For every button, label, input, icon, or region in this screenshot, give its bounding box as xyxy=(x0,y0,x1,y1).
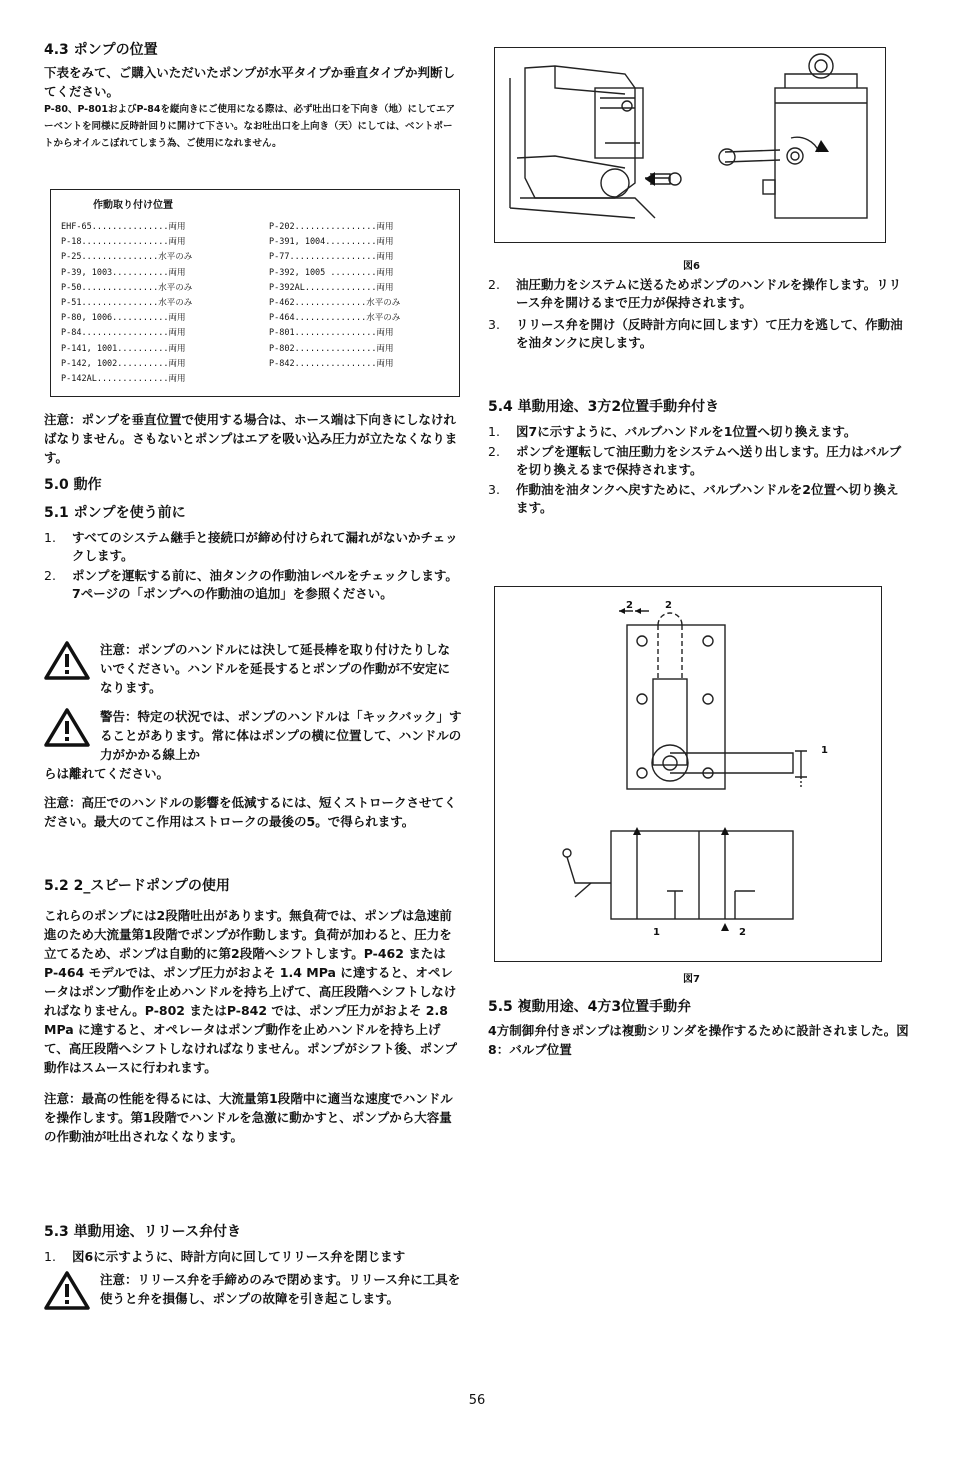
section-4-3-lead: 下表をみて、ご購入いただいたポンプが水平タイプか垂直タイプか判断してください。 xyxy=(44,65,456,99)
list-item: 2. 油圧動力をシステムに送るためポンプのハンドルを操作します。リリース弁を開けるまで圧力が保持されます。 xyxy=(488,277,902,310)
warning-kickback-tail: らは離れてください。 xyxy=(44,766,170,781)
warning-kickback: 警告：特定の状況では、ポンプのハンドルは「キックバック」することがあります。常に体はポンプの横に位置して、ハンドルの力がかかる線上か xyxy=(44,707,462,764)
figure-7 xyxy=(494,586,882,962)
mounting-table-title: 作動取り付け位置 xyxy=(93,200,173,211)
warning-triangle-icon xyxy=(44,640,100,697)
table-row: P-391, 1004..........両用 xyxy=(269,237,394,248)
table-row: P-142AL..............両用 xyxy=(61,374,186,385)
table-row: P-51...............水平のみ xyxy=(61,298,193,309)
section-5-4-heading: 5.4 単動用途、3方2位置手動弁付き xyxy=(488,399,720,415)
table-row: P-80, 1006...........両用 xyxy=(61,313,186,324)
table-row: P-842................両用 xyxy=(269,358,394,369)
figure-7-port-1-label: 1 xyxy=(653,927,660,938)
mounting-table-right-col xyxy=(269,220,400,372)
table-row: P-18.................両用 xyxy=(61,237,186,248)
table-row: P-142, 1002..........両用 xyxy=(61,358,186,369)
section-5-0-heading: 5.0 動作 xyxy=(44,477,102,493)
table-row: P-392, 1005 .........両用 xyxy=(269,267,394,278)
table-row: P-202................両用 xyxy=(269,222,394,232)
caution-handle-extension: 注意：ポンプのハンドルには決して延長棒を取り付けたりしないでください。ハンドルを延長するとポンプの作動が不安定になります。 xyxy=(44,640,462,697)
table-row: P-392AL..............両用 xyxy=(269,282,394,293)
section-5-2-note: 注意：最高の性能を得るには、大流量第1段階中に適当な速度でハンドルを操作します。第1段階でハンドルを急激に動かすと、ポンプから大容量の作動油が吐出されなくなります。 xyxy=(44,1091,453,1144)
section-5-5-heading: 5.5 複動用途、4方3位置手動弁 xyxy=(488,999,692,1015)
figure-7-label-top-2: 2 xyxy=(665,600,672,611)
figure-7-label-side: 1 xyxy=(821,745,828,756)
page-number: 56 xyxy=(468,1393,486,1408)
section-4-3-heading: 4.3 ポンプの位置 xyxy=(44,42,158,58)
table-row: EHF-65...............両用 xyxy=(61,222,186,232)
list-item: 1. すべてのシステム継手と接続口が締め付けられて漏れがないかチェックします。 xyxy=(44,530,458,563)
figure-6-caption: 図6 xyxy=(683,261,700,272)
section-5-3-heading: 5.3 単動用途、リリース弁付き xyxy=(44,1224,241,1240)
section-5-5-body: 4方制御弁付きポンプは複動シリンダを操作するために設計されました。図8：バルブ位置 xyxy=(488,1023,909,1057)
caution-release-valve: 注意：リリース弁を手締めのみで閉めます。リリース弁に工具を使うと弁を損傷し、ポンプの故障を引き起こします。 xyxy=(44,1270,462,1314)
figure-7-label-top: 2 xyxy=(626,600,633,611)
table-row: P-77.................両用 xyxy=(269,252,394,263)
warning-triangle-icon xyxy=(44,1270,100,1314)
table-row: P-462..............水平のみ xyxy=(269,298,401,309)
list-item: 2. ポンプを運転して油圧動力をシステムへ送り出します。圧力はバルブを切り換えるまで保持されます。 xyxy=(488,444,902,477)
table-row: P-801................両用 xyxy=(269,328,394,339)
section-5-2-heading: 5.2 2_スピードポンプの使用 xyxy=(44,878,230,894)
list-item: 1. 図7に示すように、バルブハンドルを1位置へ切り換えます。 xyxy=(488,424,857,439)
table-row: P-25...............水平のみ xyxy=(61,252,193,263)
section-4-3-note: P-80、P-801およびP-84を縦向きにご使用になる際は、必ず吐出口を下向き（地）にしてエアーベントを同様に反時計回りに開けて下さい。なお吐出口を上向き（天）にしては、ベントポートからオイルこぼれてしまう為、ご使用になれません。 xyxy=(44,104,455,149)
note-short-stroke: 注意：高圧でのハンドルの影響を低減するには、短くストロークさせてください。最大のてこ作用はストロークの最後の5。で得られます。 xyxy=(44,795,457,829)
list-item: 3. リリース弁を開け（反時計方向に回します）て圧力を逃して、作動油を油タンクに戻します。 xyxy=(488,317,903,350)
mounting-table xyxy=(50,189,460,397)
table-row: P-802................両用 xyxy=(269,343,394,354)
list-item: 3. 作動油を油タンクへ戻すために、バルブハンドルを2位置へ切り換えます。 xyxy=(488,482,899,515)
note-vertical-position: 注意：ポンプを垂直位置で使用する場合は、ホース端は下向きにしなければなりません。さもないとポンプはエアを吸い込み圧力が立たなくなります。 xyxy=(44,412,458,465)
section-5-2-body: これらのポンプには2段階吐出があります。無負荷では、ポンプは急速前進のため大流量第1段階でポンプが作動します。負荷が加わると、圧力を立てるため、ポンプは自動的に第2段階へシフトします。P-462 または P-464 モデルでは、ポンプ圧力がおよそ 1.4 MPa に達すると、オペレータはポンプ動作を止めハンドルを持ち上げて、高圧段階へシフトしなければなりません。P-802 またはP-842 では、ポンプ圧力がおよそ 2.8 MPa に達すると、オペレータはポンプ動作を止めハンドルを持ち上げて、高圧段階へシフトしなければなりません。ポンプがシフト後、ポンプ動作はスムースに行われます。 xyxy=(44,908,458,1075)
figure-6 xyxy=(494,47,886,243)
table-row: P-141, 1001..........両用 xyxy=(61,343,186,354)
table-row: P-464..............水平のみ xyxy=(269,313,401,324)
table-row: P-39, 1003...........両用 xyxy=(61,267,186,278)
figure-7-port-2-label: 2 xyxy=(739,927,746,938)
list-item: 2. ポンプを運転する前に、油タンクの作動油レベルをチェックします。7ページの「ポンプへの作動油の追加」を参照ください。 xyxy=(44,568,458,601)
table-row: P-50...............水平のみ xyxy=(61,282,193,293)
list-item: 1. 図6に示すように、時計方向に回してリリース弁を閉じます xyxy=(44,1249,406,1264)
mounting-table-left-col xyxy=(61,220,192,387)
table-row: P-84.................両用 xyxy=(61,328,186,339)
warning-triangle-icon xyxy=(44,707,100,764)
section-5-1-heading: 5.1 ポンプを使う前に xyxy=(44,505,186,521)
pump-release-valve-illustration xyxy=(495,48,885,242)
three-way-valve-diagram xyxy=(495,587,881,961)
figure-7-caption: 図7 xyxy=(683,974,700,985)
